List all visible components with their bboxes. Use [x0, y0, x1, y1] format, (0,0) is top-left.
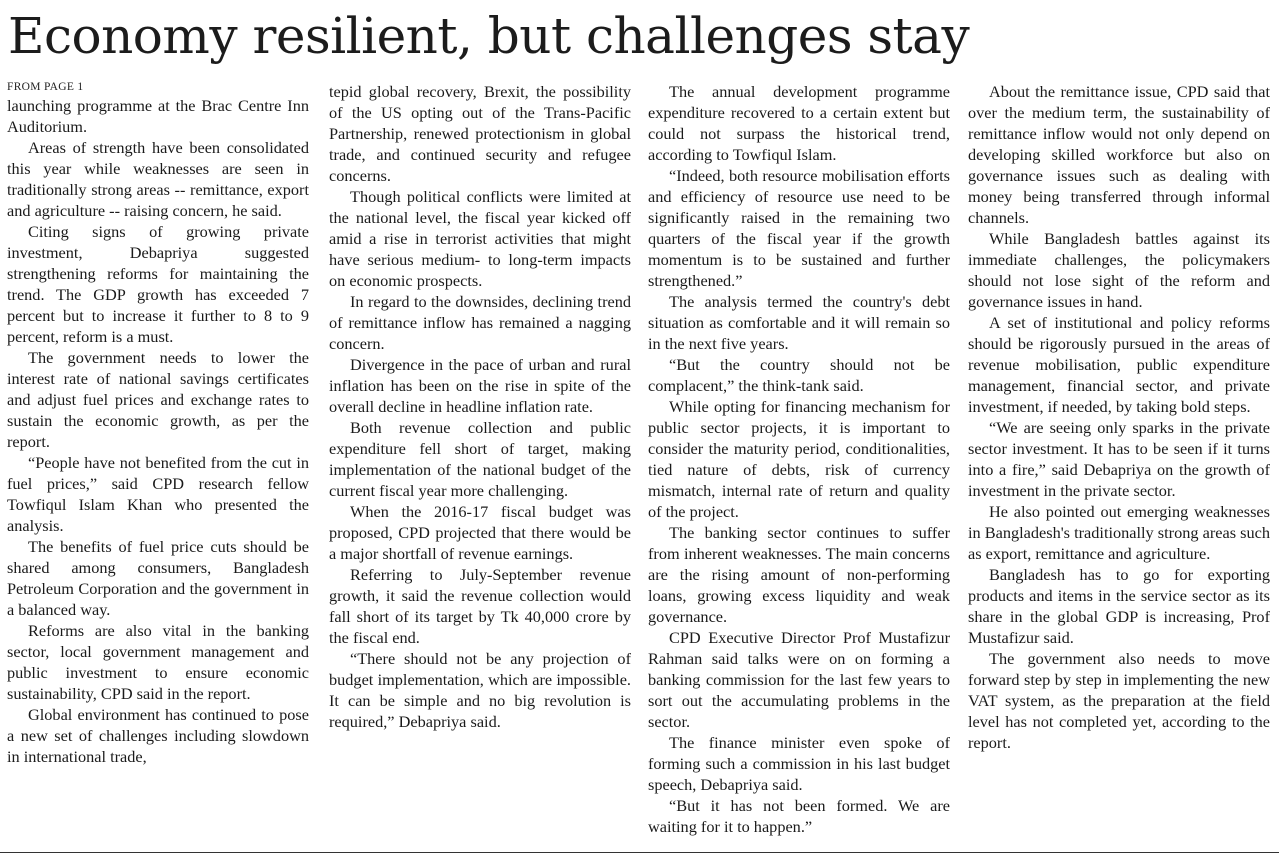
paragraph: Areas of strength have been consolidated this year while weaknesses are seen in traditionally strong areas -- remittance, export and agriculture -- raising concern, he said. [7, 138, 309, 220]
column-1 [7, 80, 309, 840]
paragraph: Referring to July-September revenue growth, it said the revenue collection would fall short of its target by Tk 40,000 crore by the fiscal end. [329, 565, 631, 647]
paragraph: In regard to the downsides, declining trend of remittance inflow has remained a nagging concern. [329, 292, 631, 353]
paragraph: The government needs to lower the interest rate of national savings certificates and adjust fuel prices and exchange rates to sustain the economic growth, as per the report. [7, 348, 309, 451]
headline: Economy resilient, but challenges stay [8, 7, 970, 65]
paragraph: The annual development programme expenditure recovered to a certain extent but could not surpass the historical trend, according to Towfiqul Islam. [648, 82, 950, 164]
paragraph: “But the country should not be complacent,” the think-tank said. [648, 355, 950, 395]
paragraph: “But it has not been formed. We are waiting for it to happen.” [648, 796, 950, 836]
paragraph: Both revenue collection and public expenditure fell short of target, making implementation of the national budget of the current fiscal year more challenging. [329, 418, 631, 500]
paragraph: Divergence in the pace of urban and rural inflation has been on the rise in spite of the overall decline in headline inflation rate. [329, 355, 631, 416]
paragraph: The analysis termed the country's debt situation as comfortable and it will remain so in the next five years. [648, 292, 950, 353]
paragraph: launching programme at the Brac Centre Inn Auditorium. [7, 96, 309, 136]
bottom-rule [0, 852, 1279, 853]
paragraph: “There should not be any projection of budget implementation, which are impossible. It can be simple and no big revolution is required,” Debapriya said. [329, 649, 631, 731]
jump-label: FROM PAGE 1 [7, 81, 84, 93]
column-2 [329, 81, 631, 841]
paragraph: Citing signs of growing private investment, Debapriya suggested strengthening reforms for maintaining the trend. The GDP growth has exceeded 7 percent but to increase it further to 8 to 9 percent, reform is a must. [7, 222, 309, 346]
paragraph: A set of institutional and policy reforms should be rigorously pursued in the areas of revenue mobilisation, public expenditure management, financial sector, and private investment, if needed, by taking bold steps. [968, 313, 1270, 416]
paragraph: The banking sector continues to suffer from inherent weaknesses. The main concerns are the rising amount of non-performing loans, growing excess liquidity and weak governance. [648, 523, 950, 626]
paragraph: tepid global recovery, Brexit, the possibility of the US opting out of the Trans-Pacific Partnership, renewed protectionism in global trade, and continued security and refugee concerns. [329, 82, 631, 185]
paragraph: CPD Executive Director Prof Mustafizur Rahman said talks were on on forming a banking commission for the last few years to sort out the accumulating problems in the sector. [648, 628, 950, 731]
article-body [0, 80, 1279, 840]
paragraph: While Bangladesh battles against its immediate challenges, the policymakers should not lose sight of the reform and governance issues in hand. [968, 229, 1270, 311]
paragraph: When the 2016-17 fiscal budget was proposed, CPD projected that there would be a major shortfall of revenue earnings. [329, 502, 631, 563]
paragraph: Bangladesh has to go for exporting products and items in the service sector as its share in the global GDP is increasing, Prof Mustafizur said. [968, 565, 1270, 647]
paragraph: “Indeed, both resource mobilisation efforts and efficiency of resource use need to be significantly raised in the remaining two quarters of the fiscal year if the growth momentum is to be sustained and further strengthened.” [648, 166, 950, 290]
paragraph: Reforms are also vital in the banking sector, local government management and public investment to ensure economic sustainability, CPD said in the report. [7, 621, 309, 703]
paragraph: “People have not benefited from the cut in fuel prices,” said CPD research fellow Towfiqul Islam Khan who presented the analysis. [7, 453, 309, 535]
paragraph: About the remittance issue, CPD said that over the medium term, the sustainability of remittance inflow would not only depend on developing skilled workforce but also on governance issues such as dealing with money being transferred through informal channels. [968, 82, 1270, 227]
paragraph: While opting for financing mechanism for public sector projects, it is important to consider the maturity period, conditionalities, tied nature of debts, risk of currency mismatch, internal rate of return and quality of the project. [648, 397, 950, 521]
paragraph: Though political conflicts were limited at the national level, the fiscal year kicked off amid a rise in terrorist activities that might have serious medium- to long-term impacts on economic prospects. [329, 187, 631, 290]
column-4 [968, 81, 1270, 841]
paragraph: “We are seeing only sparks in the private sector investment. It has to be seen if it turns into a fire,” said Debapriya on the growth of investment in the private sector. [968, 418, 1270, 500]
column-3 [648, 81, 950, 841]
paragraph: He also pointed out emerging weaknesses in Bangladesh's traditionally strong areas such as export, remittance and agriculture. [968, 502, 1270, 563]
paragraph: Global environment has continued to pose a new set of challenges including slowdown in international trade, [7, 705, 309, 766]
paragraph: The finance minister even spoke of forming such a commission in his last budget speech, Debapriya said. [648, 733, 950, 794]
paragraph: The benefits of fuel price cuts should be shared among consumers, Bangladesh Petroleum Corporation and the government in a balanced way. [7, 537, 309, 619]
paragraph: The government also needs to move forward step by step in implementing the new VAT system, as the preparation at the field level has not completed yet, according to the report. [968, 649, 1270, 752]
